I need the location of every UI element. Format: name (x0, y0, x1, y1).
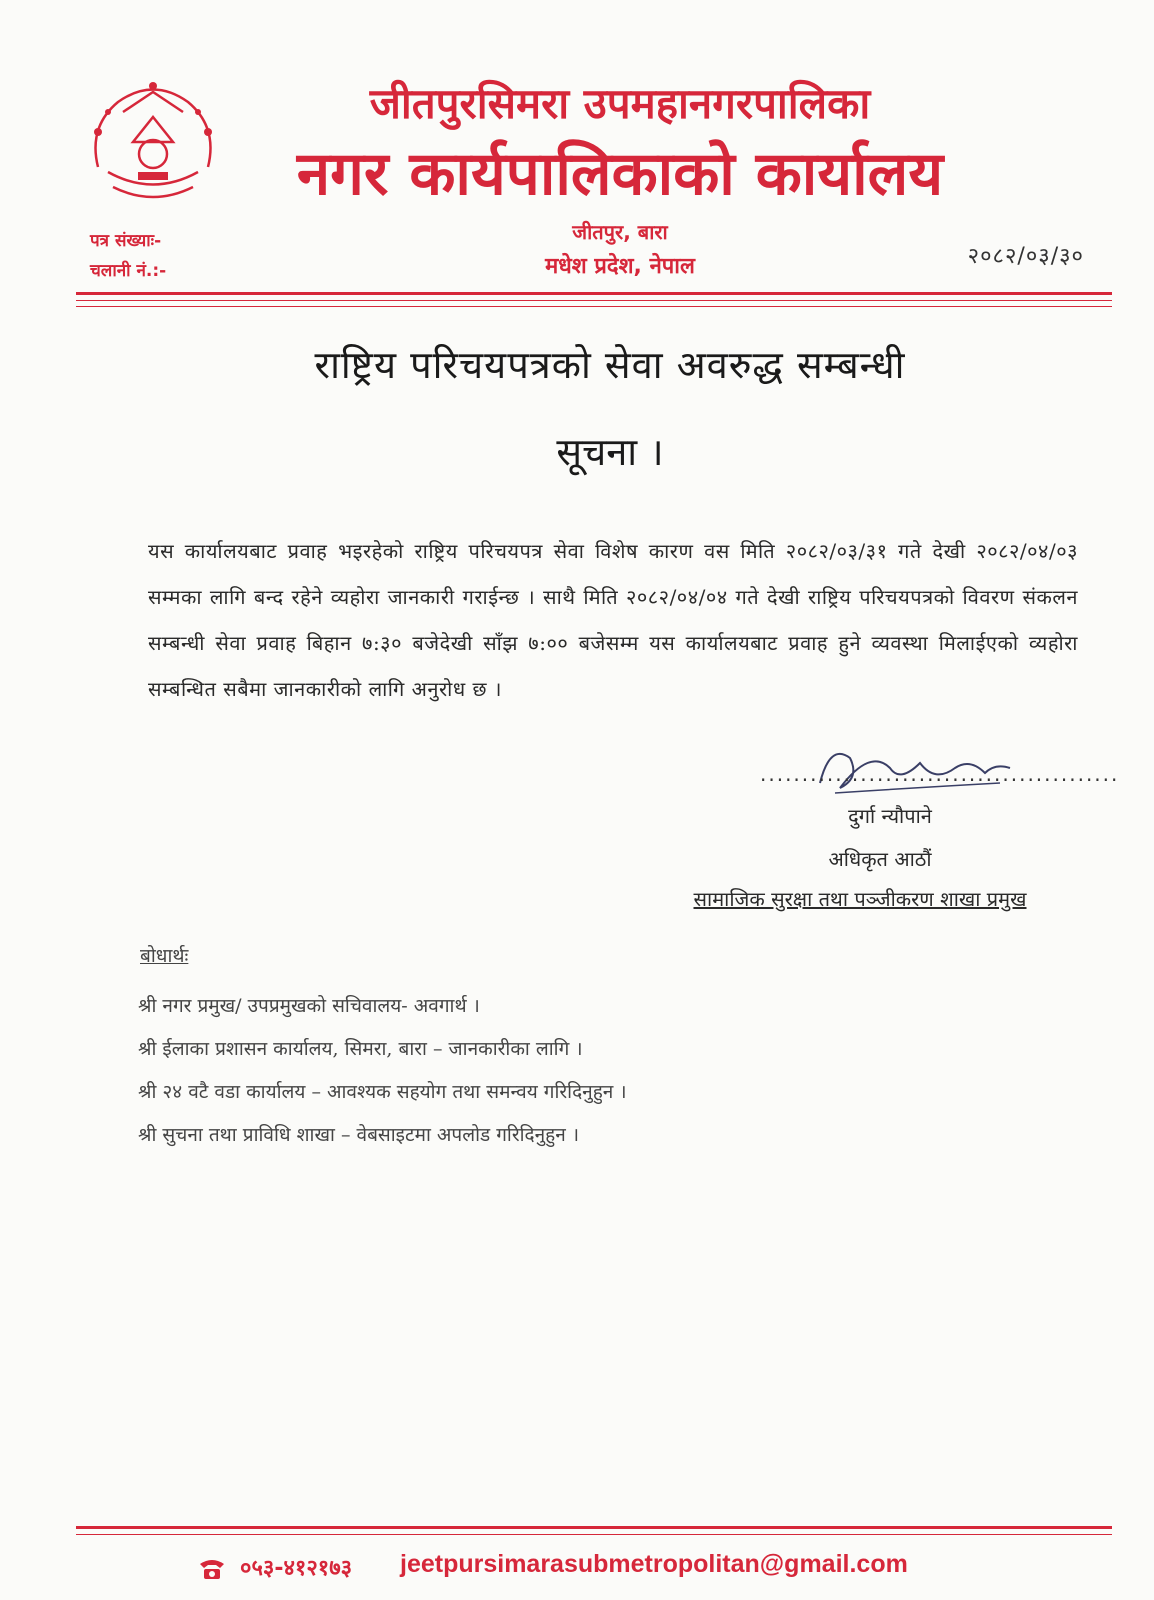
nepal-emblem-logo (78, 72, 228, 212)
letter-number-label: पत्र संख्याः- (90, 231, 162, 251)
signatory-department: सामाजिक सुरक्षा तथा पञ्जीकरण शाखा प्रमुख (693, 887, 1027, 911)
municipality-name: जीतपुरसिमरा उपमहानगरपालिका (369, 79, 871, 128)
header-divider (76, 292, 1112, 295)
cc-item: श्री नगर प्रमुख/ उपप्रमुखको सचिवालय- अवगार्थ । (138, 995, 480, 1017)
signatory-name: दुर्गा न्यौपाने (848, 804, 932, 828)
letter-date: २०८२/०३/३० (967, 244, 1084, 269)
office-name: नगर कार्यपालिकाको कार्यालय (296, 139, 944, 209)
footer-phone-number: ०५३-४१२१७३ (240, 1556, 353, 1581)
header-divider-thin-2 (76, 306, 1112, 307)
cc-item: श्री ईलाका प्रशासन कार्यालय, सिमरा, बारा – जानकारीका लागि । (138, 1038, 583, 1060)
subject-heading: राष्ट्रिय परिचयपत्रको सेवा अवरुद्ध सम्बन्धी (314, 343, 906, 387)
cc-heading: बोधार्थः (140, 945, 189, 967)
office-address-line2: मधेश प्रदेश, नेपाल (545, 254, 695, 279)
notice-heading: सूचना । (556, 430, 664, 474)
footer-email[interactable]: jeetpursimarasubmetropolitan@gmail.com (400, 1550, 908, 1578)
signatory-title: अधिकृत आठौं (828, 847, 932, 871)
cc-list (138, 985, 627, 1157)
office-address-line1: जीतपुर, बारा (572, 220, 668, 244)
cc-item: श्री २४ वटै वडा कार्यालय – आवश्यक सहयोग तथा समन्वय गरिदिनुहुन । (138, 1081, 627, 1103)
footer-divider (76, 1526, 1112, 1529)
signature-line: ........................................... (760, 762, 1120, 786)
dispatch-number-label: चलानी नं.:- (90, 261, 167, 281)
notice-body: यस कार्यालयबाट प्रवाह भइरहेको राष्ट्रिय परिचयपत्र सेवा विशेष कारण वस मिति २०८२/०३/३१ गते देखी २०८२/०४/०३ सम्मका लागि बन्द रहेने व्यहोरा जानकारी गराईन्छ । साथै मिति २०८२/०४/०४ गते देखी राष्ट्रिय परिचयपत्रको विवरण संकलन सम्बन्धी सेवा प्रवाह बिहान ७:३० बजेदेखी साँझ ७:०० बजेसम्म यस कार्यालयबाट प्रवाह हुने व्यवस्था मिलाईएको व्यहोरा सम्बन्धित सबैमा जानकारीको लागि अनुरोध छ । (148, 539, 1078, 701)
footer-divider-thin (76, 1534, 1112, 1535)
phone-icon (198, 1558, 226, 1580)
header-divider-thin (76, 300, 1112, 301)
cc-item: श्री सुचना तथा प्राविधि शाखा – वेबसाइटमा अपलोड गरिदिनुहुन । (138, 1124, 580, 1146)
